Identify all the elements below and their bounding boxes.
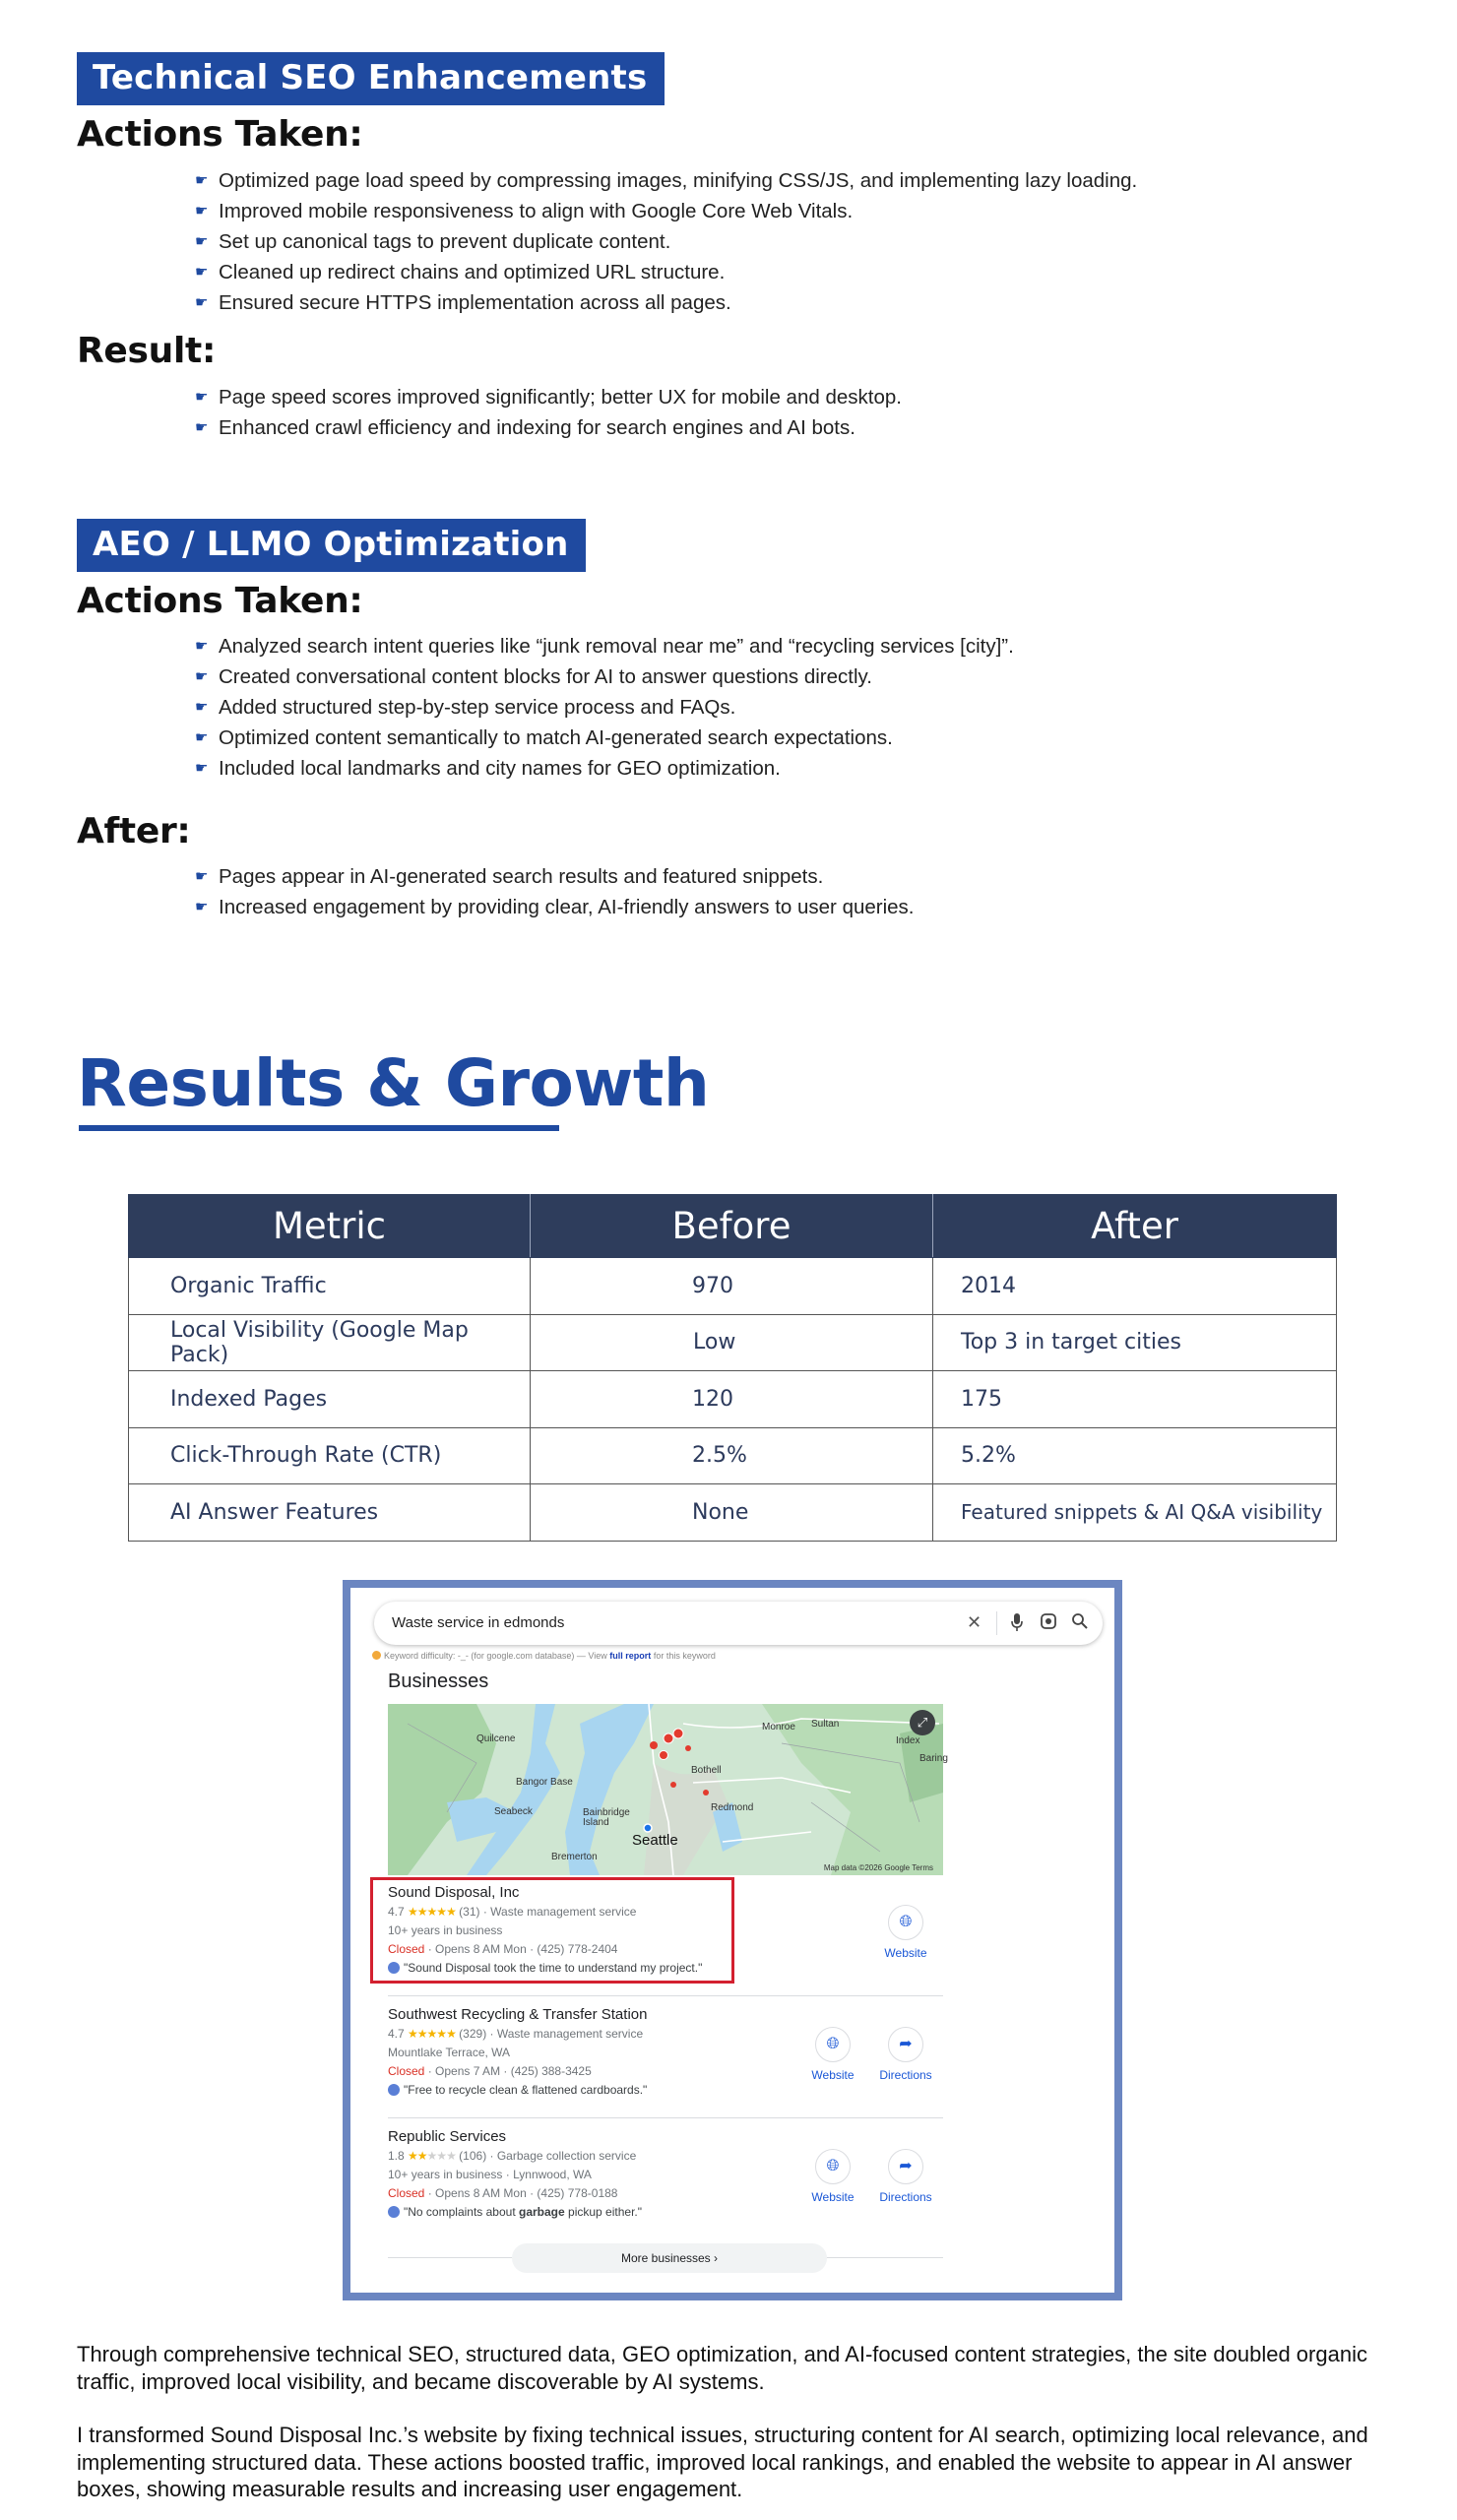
map-label: Index (896, 1735, 920, 1746)
table-row (129, 1484, 1337, 1542)
directions-button[interactable]: ➦ Directions (874, 2149, 937, 2204)
hours-line: Closed · Opens 7 AM · (425) 388-3425 (388, 2064, 592, 2078)
review-snippet: "No complaints about garbage pickup either." (388, 2203, 943, 2222)
metric-cell: Organic Traffic (129, 1258, 531, 1315)
map-label: Bothell (691, 1765, 722, 1776)
google-results-screenshot (343, 1580, 1122, 2300)
divider (388, 1995, 943, 1996)
metric-cell: Indexed Pages (129, 1371, 531, 1428)
list-item: ☛ Cleaned up redirect chains and optimized URL structure. (195, 257, 1137, 287)
list-item: ☛ Added structured step-by-step service process and FAQs. (195, 692, 1014, 723)
section-tag-aeo-llmo: AEO / LLMO Optimization (77, 519, 586, 572)
businesses-heading: Businesses (388, 1670, 489, 1692)
result-heading: Result: (77, 331, 217, 371)
results-growth-title: Results & Growth (77, 1045, 710, 1121)
search-query: Waste service in edmonds (392, 1614, 565, 1631)
table-row (129, 1427, 1337, 1484)
rating-line: 4.7 ★★★★★ (31) · Waste management service (388, 1905, 637, 1919)
aeo-after-list (195, 861, 915, 922)
website-button[interactable]: 🌐︎ Website (801, 2149, 864, 2204)
globe-icon: 🌐︎ (815, 2027, 851, 2062)
search-icon[interactable] (1071, 1612, 1089, 1635)
star-rating-icon: ★★★★★ (408, 2027, 456, 2041)
column-header: After (933, 1195, 1337, 1258)
review-snippet: "Sound Disposal took the time to understand my project." (388, 1959, 943, 1978)
map-attribution: Map data ©2026 Google Terms (823, 1863, 933, 1872)
before-cell: 970 (531, 1258, 933, 1315)
pointing-hand-icon: ☛ (195, 868, 209, 885)
camera-lens-icon[interactable] (1040, 1612, 1057, 1635)
pointing-hand-icon: ☛ (195, 638, 209, 655)
map-label: Redmond (711, 1802, 754, 1813)
list-item: ☛ Page speed scores improved significantly; better UX for mobile and desktop. (195, 382, 902, 412)
keyword-difficulty-note: Keyword difficulty: -_- (for google.com database) — View full report for this keyword (372, 1651, 716, 1661)
avatar (388, 1962, 400, 1974)
directions-icon: ➦ (888, 2027, 923, 2062)
business-detail: 10+ years in business (388, 1923, 503, 1937)
business-listing[interactable] (388, 1883, 943, 1978)
list-item: ☛ Created conversational content blocks for AI to answer questions directly. (195, 662, 1014, 692)
list-item: ☛ Pages appear in AI-generated search results and featured snippets. (195, 861, 915, 892)
after-heading: After: (77, 811, 191, 851)
globe-icon: 🌐︎ (815, 2149, 851, 2184)
table-row (129, 1314, 1337, 1371)
list-item: ☛ Included local landmarks and city names for GEO optimization. (195, 753, 1014, 784)
list-item: ☛ Improved mobile responsiveness to align with Google Core Web Vitals. (195, 196, 1137, 226)
tech-results-list (195, 382, 902, 443)
tech-actions-list (195, 165, 1137, 318)
list-item: ☛ Set up canonical tags to prevent duplicate content. (195, 226, 1137, 257)
pointing-hand-icon: ☛ (195, 389, 209, 406)
metric-cell: Click-Through Rate (CTR) (129, 1427, 531, 1484)
more-businesses-button[interactable]: More businesses › (512, 2243, 827, 2273)
summary-paragraph: Through comprehensive technical SEO, structured data, GEO optimization, and AI-focused content strategies, the site doubled organic traffic, improved local visibility, and became discoverable by AI systems. (77, 2342, 1367, 2394)
actions-heading: Actions Taken: (77, 581, 363, 621)
divider (388, 2117, 943, 2118)
full-report-link[interactable]: full report (609, 1651, 652, 1661)
pointing-hand-icon: ☛ (195, 264, 209, 281)
rating-line: 4.7 ★★★★★ (329) · Waste management service (388, 2027, 644, 2041)
list-item: ☛ Enhanced crawl efficiency and indexing for search engines and AI bots. (195, 412, 902, 443)
metrics-table (128, 1194, 1337, 1542)
website-button[interactable]: 🌐︎ Website (874, 1905, 937, 1960)
title-underline (79, 1125, 559, 1131)
star-rating-icon: ★★★★★ (408, 2149, 456, 2163)
aeo-actions-list (195, 631, 1014, 784)
map-label: Sultan (811, 1719, 840, 1730)
before-cell: Low (531, 1314, 933, 1371)
directions-icon: ➦ (888, 2149, 923, 2184)
list-item: ☛ Optimized content semantically to match AI-generated search expectations. (195, 723, 1014, 753)
pointing-hand-icon: ☛ (195, 203, 209, 220)
divider (996, 1611, 997, 1635)
hours-line: Closed · Opens 8 AM Mon · (425) 778-0188 (388, 2186, 618, 2200)
before-cell: 120 (531, 1371, 933, 1428)
map-label: Bangor Base (516, 1777, 573, 1788)
map-label: Baring (919, 1753, 948, 1764)
actions-heading: Actions Taken: (77, 114, 363, 155)
list-item: ☛ Increased engagement by providing clear, AI-friendly answers to user queries. (195, 892, 915, 922)
business-detail: 10+ years in business · Lynnwood, WA (388, 2168, 592, 2181)
after-cell: Top 3 in target cities (933, 1314, 1337, 1371)
map-label: Monroe (762, 1722, 795, 1732)
rating-line: 1.8 ★★★★★ (106) · Garbage collection service (388, 2149, 637, 2163)
globe-icon: 🌐︎ (888, 1905, 923, 1940)
semrush-icon (372, 1651, 381, 1660)
metric-cell: Local Visibility (Google Map Pack) (129, 1314, 531, 1371)
pointing-hand-icon: ☛ (195, 233, 209, 250)
map-preview[interactable] (388, 1704, 948, 1875)
before-cell: 2.5% (531, 1427, 933, 1484)
business-name[interactable]: Republic Services (388, 2128, 507, 2145)
pointing-hand-icon: ☛ (195, 760, 209, 777)
map-label: Bainbridge Island (583, 1807, 630, 1828)
map-label: Seattle (632, 1832, 678, 1849)
directions-button[interactable]: ➦ Directions (874, 2027, 937, 2082)
business-detail: Mountlake Terrace, WA (388, 2046, 511, 2059)
after-cell: 5.2% (933, 1427, 1337, 1484)
microphone-icon[interactable] (1010, 1612, 1024, 1637)
pointing-hand-icon: ☛ (195, 172, 209, 189)
table-header-row (129, 1195, 1337, 1258)
pointing-hand-icon: ☛ (195, 294, 209, 311)
map-label: Quilcene (476, 1733, 516, 1744)
hours-line: Closed · Opens 8 AM Mon · (425) 778-2404 (388, 1942, 618, 1956)
map-label: Bremerton (551, 1852, 598, 1862)
after-cell: Featured snippets & AI Q&A visibility (933, 1484, 1337, 1542)
metric-cell: AI Answer Features (129, 1484, 531, 1542)
after-cell: 2014 (933, 1258, 1337, 1315)
review-snippet: "Free to recycle clean & flattened cardboards." (388, 2081, 943, 2100)
clear-icon[interactable]: ✕ (967, 1612, 982, 1632)
avatar (388, 2084, 400, 2096)
pointing-hand-icon: ☛ (195, 899, 209, 915)
search-bar[interactable] (374, 1602, 1103, 1645)
pointing-hand-icon: ☛ (195, 729, 209, 746)
after-cell: 175 (933, 1371, 1337, 1428)
list-item: ☛ Analyzed search intent queries like “junk removal near me” and “recycling services [city]”. (195, 631, 1014, 662)
map-image (388, 1704, 943, 1875)
list-item: ☛ Optimized page load speed by compressing images, minifying CSS/JS, and implementing lazy loading. (195, 165, 1137, 196)
pointing-hand-icon: ☛ (195, 699, 209, 716)
table-row (129, 1371, 1337, 1428)
column-header: Metric (129, 1195, 531, 1258)
pointing-hand-icon: ☛ (195, 668, 209, 685)
avatar (388, 2206, 400, 2218)
list-item: ☛ Ensured secure HTTPS implementation across all pages. (195, 287, 1137, 318)
pointing-hand-icon: ☛ (195, 419, 209, 436)
before-cell: None (531, 1484, 933, 1542)
section-tag-technical-seo: Technical SEO Enhancements (77, 52, 665, 105)
business-name[interactable]: Sound Disposal, Inc (388, 1884, 520, 1901)
table-row (129, 1258, 1337, 1315)
summary-paragraph: I transformed Sound Disposal Inc.’s website by fixing technical issues, structuring content for AI search, optimizing local relevance, and implementing structured data. These actions boosted traffic, improved local rankings, and enabled the website to appear in AI answer boxes, showing measurable results and increasing user engagement. (77, 2423, 1368, 2501)
map-label: Seabeck (494, 1806, 533, 1817)
star-rating-icon: ★★★★★ (408, 1905, 456, 1919)
website-button[interactable]: 🌐︎ Website (801, 2027, 864, 2082)
business-name[interactable]: Southwest Recycling & Transfer Station (388, 2006, 648, 2023)
expand-map-icon[interactable]: ⤢ (910, 1710, 935, 1735)
column-header: Before (531, 1195, 933, 1258)
